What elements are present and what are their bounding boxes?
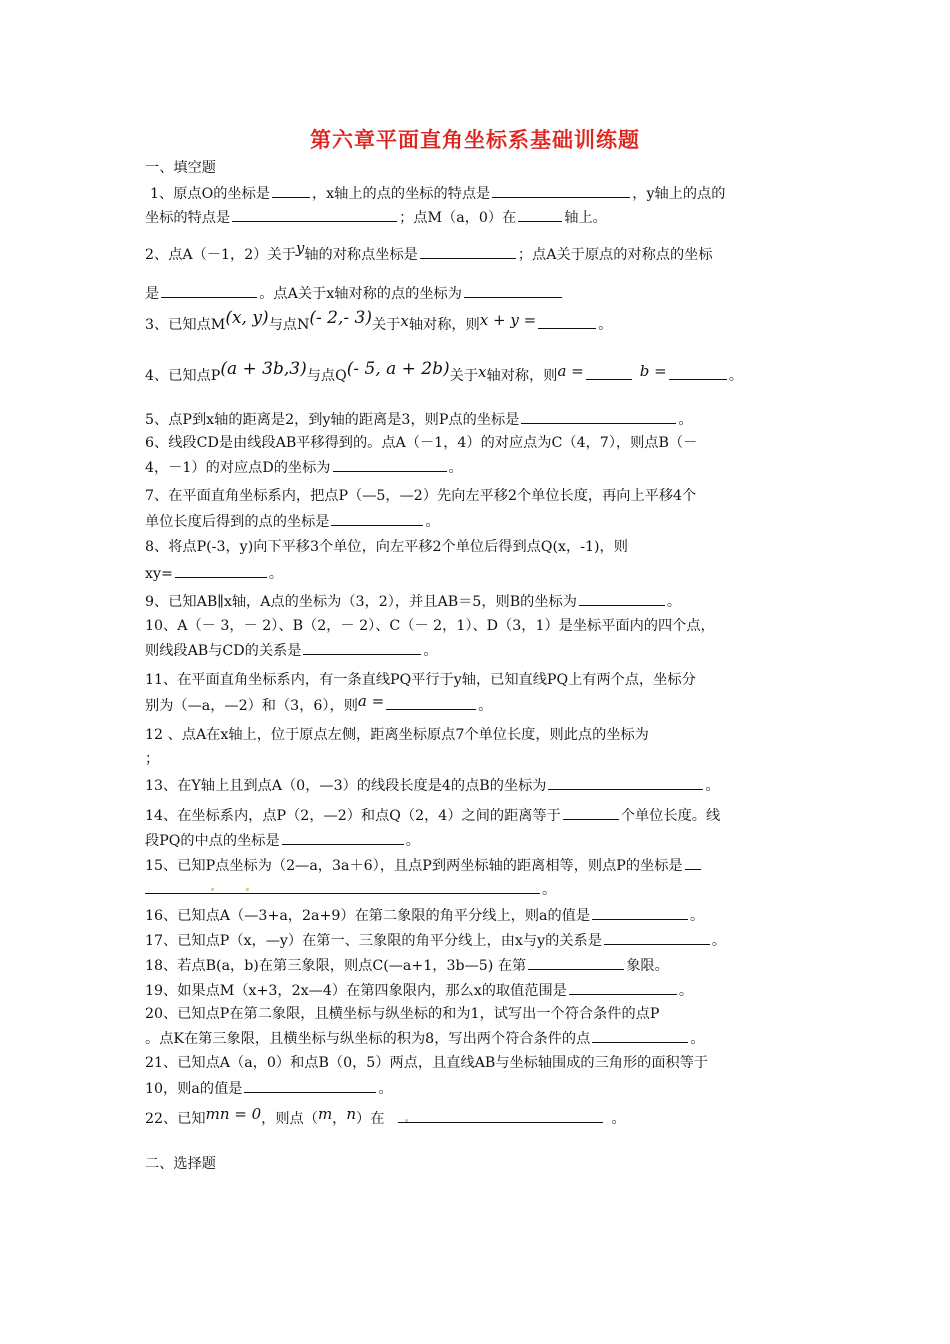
- math-y: y: [295, 239, 305, 257]
- q22-text: 22、已知: [145, 1111, 206, 1127]
- q19-text: 。: [678, 983, 694, 999]
- answer-blank[interactable]: [420, 244, 516, 259]
- section-multiple-choice: 二、选择题: [145, 1156, 216, 1172]
- question-5: [145, 409, 693, 430]
- answer-blank[interactable]: [492, 183, 630, 198]
- question-7-line-1: [145, 486, 696, 506]
- answer-blank[interactable]: [586, 365, 632, 380]
- q18-text: 象限。: [626, 958, 669, 974]
- q22-text: ，: [332, 1111, 347, 1127]
- q6-text: 。: [448, 460, 463, 476]
- q6-text: 4，－1）的对应点D的坐标为: [145, 460, 331, 476]
- question-2-line-2: [145, 283, 564, 304]
- q21-text: 10，则a的值是: [145, 1081, 243, 1097]
- q3-text: 轴对称，则: [408, 317, 480, 333]
- answer-blank[interactable]: [386, 695, 476, 710]
- q4-text: 与点Q: [306, 368, 347, 384]
- question-14-line-1: [145, 805, 720, 826]
- q13-text: 。: [705, 778, 720, 794]
- q7-text: 7、在平面直角坐标系内，把点P（—5，—2）先向左平移2个单位长度，再向上平移4个: [145, 488, 697, 504]
- math-expression: x + y =: [479, 311, 537, 329]
- q1-text: ，x轴上的点的坐标的特点是: [311, 186, 491, 202]
- q1-text: 轴上。: [564, 210, 607, 226]
- question-7-line-2: [145, 511, 440, 532]
- q10-text: 10、A（－ 3，－ 2）、B（2，－ 2）、C（－ 2，1）、D（3，1）是坐标平面内的四个点，: [145, 618, 715, 634]
- question-6-line-2: [145, 457, 463, 478]
- math-a: a =: [557, 362, 584, 380]
- q15-text: 。: [542, 882, 557, 898]
- q7-text: 。: [425, 514, 440, 530]
- q16-text: 16、已知点A（—3+a，2a+9）在第二象限的角平分线上，则a的值是: [145, 908, 591, 924]
- question-9: [145, 591, 681, 612]
- q14-text: 个单位长度。线: [620, 808, 721, 824]
- q17-text: 。: [711, 933, 727, 949]
- q13-text: 13、在Y轴上且到点A（0，—3）的线段长度是4的点B的坐标为: [145, 778, 547, 794]
- q10-text: 则线段AB与CD的关系是: [145, 643, 302, 659]
- q4-text: 。: [728, 368, 743, 384]
- q18-text: 18、若点B(a，b)在第三象限，则点C(—a+1，3b—5) 在第: [145, 958, 527, 974]
- answer-blank[interactable]: [398, 1108, 603, 1123]
- q12-text: ；: [145, 751, 160, 767]
- answer-blank[interactable]: [282, 830, 404, 845]
- question-20-line-1: [145, 1004, 659, 1024]
- answer-blank[interactable]: [331, 511, 423, 526]
- question-1-line-1: [150, 183, 725, 204]
- question-12-line-1: [145, 725, 649, 745]
- answer-blank[interactable]: [548, 775, 703, 790]
- q8-text: 8、将点P(-3，y)向下平移3个单位，向左平移2个单位后得到点Q(x，-1)，则: [145, 539, 628, 555]
- math-expression: mn = 0: [205, 1105, 262, 1123]
- q5-text: 。: [678, 412, 693, 428]
- page-title: 第六章平面直角坐标系基础训练题: [310, 128, 640, 152]
- scan-speck: [211, 888, 214, 891]
- answer-blank[interactable]: [232, 207, 397, 222]
- question-18: [145, 955, 669, 976]
- q1-text: ，y轴上的点的: [632, 186, 726, 202]
- q2-text: 2、点A（－1，2）关于: [145, 247, 296, 263]
- answer-blank[interactable]: [604, 930, 710, 945]
- q20-text: 。点K在第三象限，且横坐标与纵坐标的积为8，写出两个符合条件的点: [145, 1031, 591, 1047]
- q11-text: 别为（—a，—2）和（3，6），则: [145, 698, 358, 714]
- answer-blank[interactable]: [528, 955, 624, 970]
- q5-text: 5、点P到x轴的距离是2，到y轴的距离是3，则P点的坐标是: [145, 412, 520, 428]
- answer-blank[interactable]: [685, 855, 701, 870]
- answer-blank[interactable]: [521, 409, 676, 424]
- section-fill-in: 一、填空题: [145, 160, 216, 176]
- q3-text: 。: [598, 317, 613, 333]
- answer-blank[interactable]: [579, 591, 665, 606]
- answer-blank[interactable]: [464, 283, 562, 298]
- q4-text: 关于: [449, 368, 479, 384]
- question-3: [145, 308, 613, 335]
- q15-text: 15、已知P点坐标为（2—a，3a＋6），且点P到两坐标轴的距离相等，则点P的坐标是: [145, 858, 683, 874]
- question-12-line-2: [145, 749, 159, 769]
- q2-text: 是: [145, 286, 160, 302]
- answer-blank[interactable]: [563, 805, 619, 820]
- q14-text: 段PQ的中点的坐标是: [145, 833, 280, 849]
- math-point-m: (x, y): [225, 308, 269, 328]
- q3-text: 3、已知点M: [145, 317, 226, 333]
- math-b: b =: [639, 362, 667, 380]
- question-15-line-2: [145, 879, 556, 900]
- q8-text: xy=: [145, 566, 173, 582]
- question-10-line-2: [145, 640, 438, 661]
- math-a: a =: [357, 692, 385, 710]
- q9-text: 。: [666, 594, 682, 610]
- question-17: [145, 930, 726, 951]
- q14-text: 。: [405, 833, 420, 849]
- q1-text: 1、原点O的坐标是: [150, 186, 270, 202]
- question-6-line-1: [145, 433, 697, 453]
- answer-blank[interactable]: [538, 314, 596, 329]
- math-n: n: [346, 1105, 357, 1123]
- question-15-line-1: [145, 855, 703, 876]
- answer-blank[interactable]: [592, 905, 688, 920]
- scan-speck: [246, 888, 249, 891]
- answer-blank[interactable]: [333, 457, 447, 472]
- answer-blank[interactable]: [272, 183, 310, 198]
- q7-text: 单位长度后得到的点的坐标是: [145, 514, 330, 530]
- q11-text: 11、在平面直角坐标系内，有一条直线PQ平行于y轴，已知直线PQ上有两个点，坐标分: [145, 672, 696, 688]
- q14-text: 14、在坐标系内，点P（2，—2）和点Q（2，4）之间的距离等于: [145, 808, 561, 824]
- q22-text: 。: [611, 1111, 626, 1127]
- question-13: [145, 775, 720, 796]
- question-19: [145, 980, 693, 1001]
- q12-text: 12 、点A在x轴上，位于原点左侧，距离坐标原点7个单位长度，则此点的坐标为: [145, 727, 649, 743]
- math-point-p: (a + 3b,3): [220, 359, 307, 379]
- question-11-line-1: [145, 670, 696, 690]
- math-point-n: (- 2,- 3): [309, 308, 372, 328]
- q19-text: 19、如果点M（x+3，2x—4）在第四象限内，那么x的取值范围是: [145, 983, 567, 999]
- math-point-q: (- 5, a + 2b): [346, 359, 450, 379]
- question-2-line-1: [145, 239, 713, 265]
- q6-text: 6、线段CD是由线段AB平移得到的。点A（－1，4）的对应点为C（4，7），则点B（－: [145, 435, 698, 451]
- question-22: [145, 1105, 626, 1129]
- math-x: x: [400, 312, 409, 330]
- answer-blank[interactable]: [175, 563, 267, 578]
- question-8-line-1: [145, 537, 628, 557]
- q1-text: 坐标的特点是: [145, 210, 231, 226]
- q16-text: 。: [690, 908, 705, 924]
- q11-text: 。: [478, 698, 493, 714]
- question-8-line-2: [145, 563, 283, 584]
- q4-text: 轴对称，则: [486, 368, 558, 384]
- q9-text: 9、已知AB∥x轴，A点的坐标为（3，2），并且AB＝5，则B的坐标为: [145, 594, 577, 610]
- question-4: [145, 359, 743, 386]
- question-21-line-1: [145, 1053, 708, 1073]
- question-21-line-2: [145, 1078, 393, 1099]
- q8-text: 。: [268, 566, 284, 582]
- answer-blank[interactable]: [303, 640, 421, 655]
- q22-text: ）在: [356, 1111, 385, 1127]
- question-11-line-2: [145, 692, 493, 716]
- question-10-line-1: [145, 616, 715, 636]
- answer-blank[interactable]: [244, 1078, 376, 1093]
- question-20-line-2: [145, 1028, 704, 1049]
- q22-text: ，则点（: [261, 1111, 318, 1127]
- scan-speck: [405, 1119, 408, 1122]
- q2-text: ；点A关于原点的对称点的坐标: [517, 247, 713, 263]
- math-x: x: [478, 363, 487, 381]
- answer-blank[interactable]: [518, 207, 562, 222]
- q3-text: 关于: [371, 317, 401, 333]
- q21-text: 。: [378, 1081, 393, 1097]
- q21-text: 21、已知点A（a，0）和点B（0，5）两点，且直线AB与坐标轴围成的三角形的面积等于: [145, 1055, 709, 1071]
- question-1-line-2: [145, 207, 607, 228]
- q1-text: ；点M（a，0）在: [399, 210, 517, 226]
- q20-text: 。: [690, 1031, 705, 1047]
- q17-text: 17、已知点P（x，—y）在第一、三象限的角平分线上，由x与y的关系是: [145, 933, 602, 949]
- answer-blank[interactable]: [669, 365, 727, 380]
- answer-blank[interactable]: [161, 283, 257, 298]
- q3-text: 与点N: [268, 317, 310, 333]
- q2-text: 轴的对称点坐标是: [304, 247, 418, 263]
- answer-blank[interactable]: [145, 879, 540, 894]
- math-m: m: [317, 1105, 333, 1123]
- q2-text: 。点A关于x轴对称的点的坐标为: [259, 286, 462, 302]
- q4-text: 4、已知点P: [145, 368, 221, 384]
- question-14-line-2: [145, 830, 420, 851]
- q20-text: 20、已知点P在第二象限，且横坐标与纵坐标的和为1，试写出一个符合条件的点P: [145, 1006, 660, 1022]
- answer-blank[interactable]: [569, 980, 677, 995]
- answer-blank[interactable]: [592, 1028, 688, 1043]
- q10-text: 。: [423, 643, 438, 659]
- question-16: [145, 905, 704, 926]
